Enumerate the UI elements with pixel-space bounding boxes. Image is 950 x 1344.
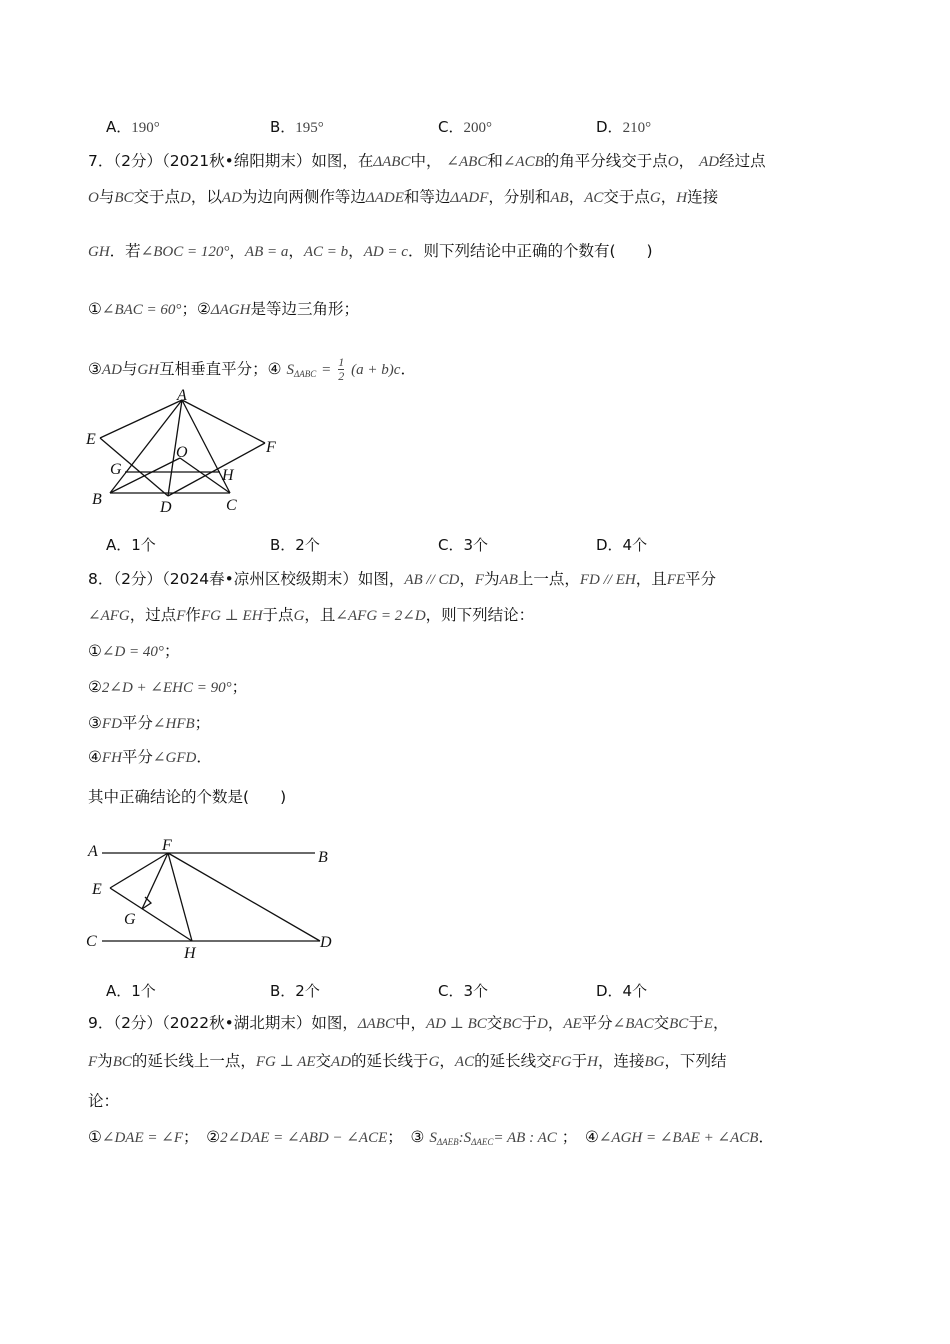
- q7-option-a: A．1个: [106, 536, 156, 554]
- q8-line1: 8．（2分）（2024春•凉州区校级期末）如图，AB // CD，F为AB上一点，FD // EH，且FE平分: [88, 570, 717, 588]
- label-E: E: [86, 431, 96, 448]
- q7-option-c: C．3个: [438, 536, 489, 554]
- q7-figure: [80, 388, 290, 518]
- q8-statement-4: ④FH平分∠GFD．: [88, 748, 212, 766]
- label-C: C: [86, 933, 97, 950]
- q7-statements-3-4: ③AD与GH互相垂直平分；④ $S_{\Delta ABC}$ = $\frac{1}{2}$ (a + b)c．: [88, 355, 416, 383]
- label-D: D: [160, 499, 172, 516]
- q7-line1: 7．（2分）（2021秋•绵阳期末）如图，在ΔABC中， ∠ABC和∠ACB的角平分线交于点O， AD经过点: [88, 152, 766, 170]
- q8-option-c: C．3个: [438, 982, 489, 1000]
- q8-question: 其中正确结论的个数是( ): [88, 788, 287, 806]
- label-C: C: [226, 497, 237, 514]
- q8-option-d: D．4个: [596, 982, 648, 1000]
- label-G: G: [110, 461, 122, 478]
- q9-line1: 9．（2分）（2022秋•湖北期末）如图，ΔABC中，AD ⊥ BC交BC于D，AE平分∠BAC交BC于E，: [88, 1014, 729, 1032]
- label-H: H: [184, 945, 196, 962]
- label-A: A: [177, 388, 187, 404]
- q8-figure: [80, 830, 350, 965]
- fraction-half: $\frac{1}{2}$: [338, 355, 345, 383]
- q7-line2: O与BC交于点D，以AD为边向两侧作等边ΔADE和等边ΔADF，分别和AB，AC交于点G，H连接: [88, 188, 719, 206]
- q8-statement-3: ③FD平分∠HFB；: [88, 714, 211, 732]
- label-E: E: [92, 881, 102, 898]
- q9-line2: F为BC的延长线上一点，FG ⊥ AE交AD的延长线于G，AC的延长线交FG于H，连接BG，下列结: [88, 1052, 727, 1070]
- label-F: F: [266, 439, 276, 456]
- q8-line2: ∠AFG，过点F作FG ⊥ EH于点G，且∠AFG = 2∠D，则下列结论：: [88, 606, 535, 624]
- q8-option-a: A．1个: [106, 982, 156, 1000]
- q7-line3: GH．若∠BOC = 120°，AB = a，AC = b，AD = c．则下列结论中正确的个数有( ): [88, 242, 653, 260]
- q7-option-b: B．2个: [270, 536, 320, 554]
- label-D: D: [320, 934, 332, 951]
- label-B: B: [92, 491, 102, 508]
- option-d: D．210°: [596, 118, 652, 136]
- label-B: B: [318, 849, 328, 866]
- option-c: C．200°: [438, 118, 492, 136]
- option-a: A．190°: [106, 118, 160, 136]
- label-H: H: [222, 467, 234, 484]
- q9-line3: 论：: [88, 1092, 120, 1110]
- q9-line4: ①∠DAE = ∠F； ②2∠DAE = ∠ABD − ∠ACE； ③ $S_{\Delta AEB}:S_{\Delta AEC}=$ AB : AC ； ④∠AGH = ∠BAE + ∠ACB．: [88, 1128, 774, 1147]
- label-O: O: [176, 444, 188, 461]
- q7-option-d: D．4个: [596, 536, 648, 554]
- q8-option-b: B．2个: [270, 982, 320, 1000]
- q8-statement-1: ①∠D = 40°；: [88, 642, 180, 660]
- option-b: B．195°: [270, 118, 324, 136]
- q7-statements-1-2: ①∠BAC = 60°；②ΔAGH是等边三角形；: [88, 300, 359, 318]
- label-F: F: [162, 837, 172, 854]
- label-A: A: [88, 843, 98, 860]
- label-G: G: [124, 911, 136, 928]
- q8-statement-2: ②2∠D + ∠EHC = 90°；: [88, 678, 248, 696]
